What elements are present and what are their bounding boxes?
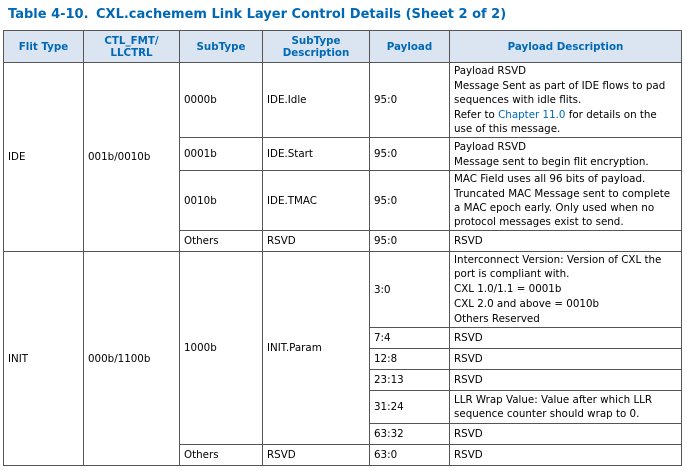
desc-line: MAC Field uses all 96 bits of payload. [454, 173, 646, 185]
subtype-cell: 0000b [180, 63, 263, 138]
payload-desc-cell [450, 252, 682, 328]
payload-desc-cell: RSVD [450, 349, 682, 370]
payload-cell: 63:32 [370, 424, 450, 445]
desc-line: Others Reserved [454, 313, 540, 325]
payload-cell: 95:0 [370, 171, 450, 231]
payload-cell: 23:13 [370, 370, 450, 391]
table-caption [8, 4, 506, 26]
desc-line: Payload RSVD [454, 65, 527, 77]
flit-type-cell: INIT [4, 252, 84, 466]
payload-cell: 63:0 [370, 445, 450, 466]
payload-cell: 7:4 [370, 328, 450, 349]
ctl-fmt-cell: 001b/0010b [84, 63, 180, 252]
subtype-desc-cell: INIT.Param [263, 252, 370, 445]
subtype-desc-cell: IDE.Start [263, 138, 370, 171]
subtype-desc-cell: IDE.TMAC [263, 171, 370, 231]
subtype-cell: Others [180, 231, 263, 252]
header-row [4, 31, 682, 63]
ctl-fmt-cell: 000b/1100b [84, 252, 180, 466]
payload-desc-cell: RSVD [450, 328, 682, 349]
subtype-cell: 1000b [180, 252, 263, 445]
subtype-cell: 0010b [180, 171, 263, 231]
payload-cell: 95:0 [370, 231, 450, 252]
desc-line: Payload RSVD [454, 140, 527, 153]
desc-text: Refer to [454, 109, 499, 121]
payload-desc-cell: RSVD [450, 370, 682, 391]
header-payload-desc: Payload Description [450, 31, 682, 63]
subtype-desc-cell: RSVD [263, 231, 370, 252]
header-ctl-fmt [84, 31, 180, 63]
table-row [4, 63, 682, 138]
payload-cell: 12:8 [370, 349, 450, 370]
header-subtype-desc-line1: SubType [291, 34, 341, 47]
subtype-cell: 0001b [180, 138, 263, 171]
subtype-desc-cell: IDE.Idle [263, 63, 370, 138]
subtype-cell: Others [180, 445, 263, 466]
desc-line: CXL 2.0 and above = 0010b [454, 298, 600, 310]
payload-cell: 31:24 [370, 391, 450, 424]
subtype-desc-cell: RSVD [263, 445, 370, 466]
desc-text: for details on the use of this message. [454, 109, 657, 135]
payload-desc-cell [450, 231, 682, 252]
header-subtype: SubType [180, 31, 263, 63]
flit-type-cell: IDE [4, 63, 84, 252]
desc-line: Message Sent as part of IDE flows to pad sequences with idle flits. [454, 80, 666, 106]
header-ctl-fmt-line2: LLCTRL [110, 46, 153, 59]
header-subtype-desc-line2: Description [282, 46, 350, 59]
desc-line: Interconnect Version: Version of CXL the port is compliant with. [454, 254, 662, 280]
payload-cell: 95:0 [370, 138, 450, 171]
table-row [4, 252, 682, 328]
payload-desc-cell: LLR Wrap Value: Value after which LLR sequence counter should wrap to 0. [450, 391, 682, 424]
desc-line [454, 108, 677, 136]
payload-desc-cell [450, 171, 682, 231]
payload-cell: 3:0 [370, 252, 450, 328]
desc-line: Message sent to begin flit encryption. [454, 155, 649, 168]
payload-desc-cell: RSVD [450, 445, 682, 466]
desc-line: RSVD [454, 235, 483, 247]
desc-line: Truncated MAC Message sent to complete a MAC epoch early. Only used when no protocol messages exist to send. [454, 188, 671, 228]
table-title: CXL.cachemem Link Layer Control Details (Sheet 2 of 2) [96, 7, 507, 22]
desc-line: CXL 1.0/1.1 = 0001b [454, 283, 562, 295]
payload-desc-cell [450, 63, 682, 138]
header-ctl-fmt-line1: CTL_FMT/ [104, 34, 159, 47]
header-flit-type: Flit Type [4, 31, 84, 63]
header-subtype-desc [263, 31, 370, 63]
link-layer-control-table [3, 30, 682, 466]
payload-cell: 95:0 [370, 63, 450, 138]
table-number: Table 4-10. [8, 7, 89, 22]
payload-desc-cell: RSVD [450, 424, 682, 445]
header-payload: Payload [370, 31, 450, 63]
payload-desc-cell [450, 138, 682, 171]
chapter-link[interactable]: Chapter 11.0 [498, 109, 566, 121]
